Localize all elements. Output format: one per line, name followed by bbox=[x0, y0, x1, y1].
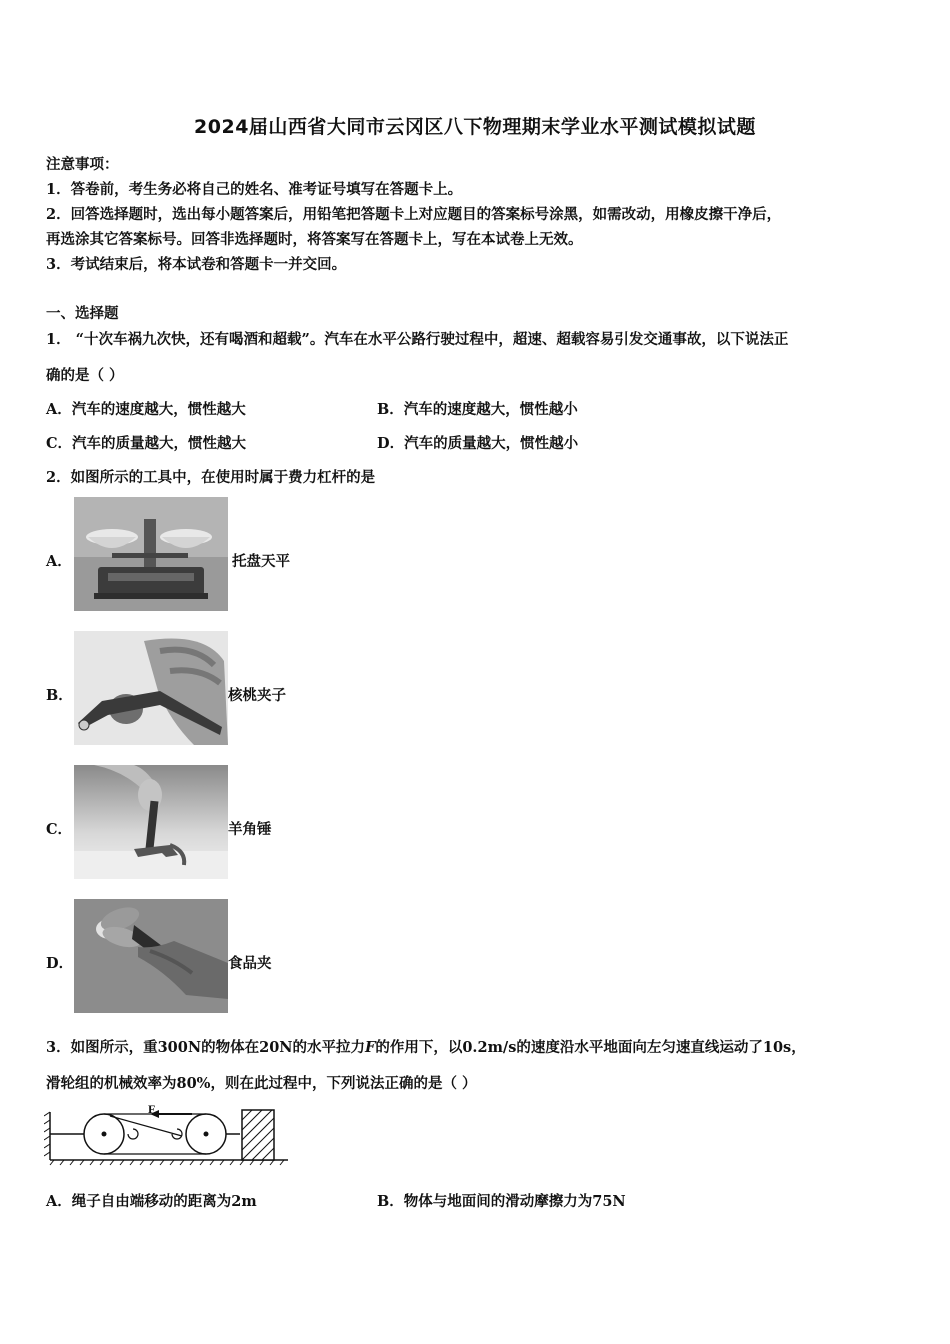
page-title: 2024届山西省大同市云冈区八下物理期末学业水平测试模拟试题 bbox=[194, 116, 756, 138]
pulley-diagram bbox=[44, 1104, 292, 1166]
food-tongs-image bbox=[74, 899, 228, 1013]
notice-item-1: 1．答卷前，考生务必将自己的姓名、准考证号填写在答题卡上。 bbox=[46, 181, 463, 198]
q1-option-a: A．汽车的速度越大，惯性越大 bbox=[46, 401, 246, 418]
q3-stem-line1a: 3．如图所示，重300N的物体在20N的水平拉力 bbox=[46, 1039, 366, 1056]
q2-option-d-label: 食品夹 bbox=[228, 955, 272, 972]
q1-stem-line1: 1． “十次车祸九次快，还有喝酒和超载”。汽车在水平公路行驶过程中，超速、超载容易引发交通事故，以下说法正 bbox=[46, 331, 789, 348]
q3-stem-line2: 滑轮组的机械效率为80%，则在此过程中，下列说法正确的是（ ） bbox=[46, 1075, 477, 1092]
q2-option-c-letter: C． bbox=[46, 821, 73, 838]
q1-stem-line2: 确的是（ ） bbox=[46, 367, 124, 384]
q2-option-b-label: 核桃夹子 bbox=[228, 687, 286, 704]
q1-option-c: C．汽车的质量越大，惯性越大 bbox=[46, 435, 247, 452]
q3-stem-line1 bbox=[46, 1036, 806, 1057]
q2-option-a-label: 托盘天平 bbox=[232, 553, 290, 570]
notice-heading: 注意事项： bbox=[46, 156, 119, 173]
q1-option-b: B．汽车的速度越大，惯性越小 bbox=[377, 401, 578, 418]
balance-scale-image bbox=[74, 497, 228, 611]
notice-item-2-cont: 再选涂其它答案标号。回答非选择题时，将答案写在答题卡上，写在本试卷上无效。 bbox=[46, 231, 583, 248]
q3-stem-line1b: 的作用下，以0.2m/s的速度沿水平地面向左匀速直线运动了10s， bbox=[375, 1039, 806, 1056]
q2-stem: 2．如图所示的工具中，在使用时属于费力杠杆的是 bbox=[46, 469, 376, 486]
nutcracker-image bbox=[74, 631, 228, 745]
q2-option-c-label: 羊角锤 bbox=[228, 821, 272, 838]
q2-option-b-letter: B． bbox=[46, 687, 73, 704]
q1-option-d: D．汽车的质量越大，惯性越小 bbox=[377, 435, 579, 452]
notice-item-3: 3．考试结束后，将本试卷和答题卡一并交回。 bbox=[46, 256, 347, 273]
q2-option-d-letter: D． bbox=[46, 955, 74, 972]
q3-option-b: B．物体与地面间的滑动摩擦力为75N bbox=[377, 1193, 626, 1210]
notice-item-2: 2．回答选择题时，选出每小题答案后，用铅笔把答题卡上对应题目的答案标号涂黑，如需改动，用橡皮擦干净后， bbox=[46, 206, 782, 223]
section-heading: 一、选择题 bbox=[46, 305, 119, 322]
q3-force-symbol: F bbox=[365, 1039, 376, 1056]
pulley-force-label: F bbox=[148, 1104, 156, 1116]
claw-hammer-image bbox=[74, 765, 228, 879]
q2-option-a-letter: A． bbox=[46, 553, 72, 570]
q3-option-a: A．绳子自由端移动的距离为2m bbox=[46, 1193, 257, 1210]
